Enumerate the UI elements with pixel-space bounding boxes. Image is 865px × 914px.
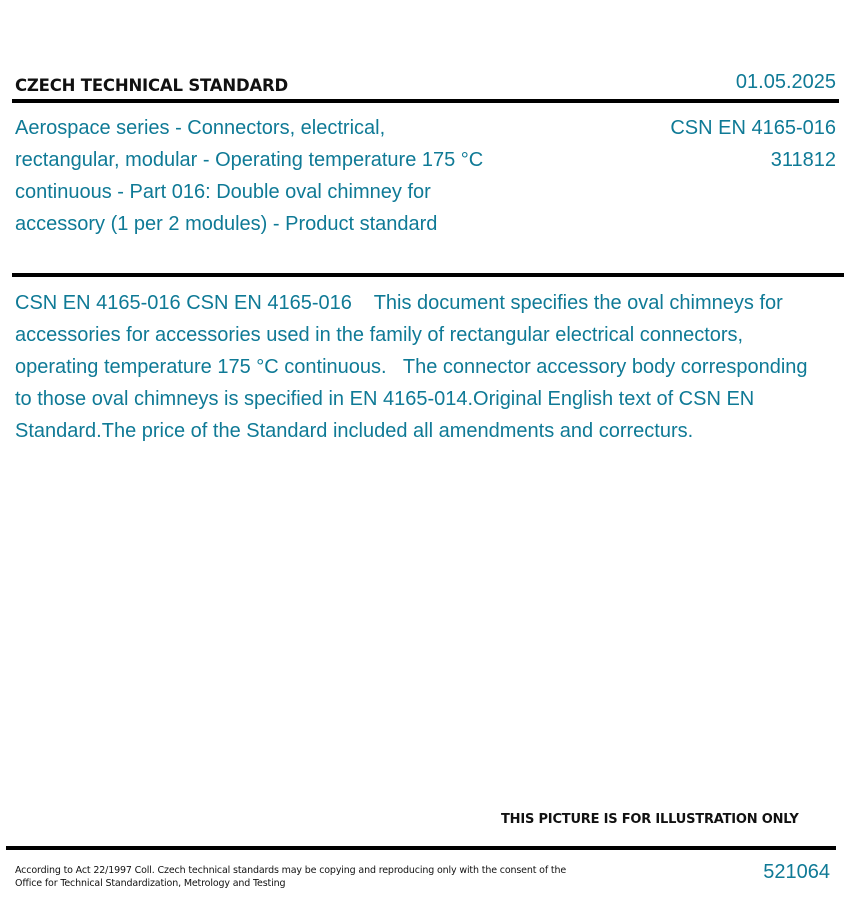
footer-divider: [6, 846, 836, 850]
catalog-number: 521064: [763, 861, 830, 883]
legal-notice: According to Act 22/1997 Coll. Czech technical standards may be copying and reproducing only with the consent of the Office for Technical Standardization, Metrology and Testing: [15, 865, 567, 889]
publication-date: 01.05.2025: [735, 71, 836, 93]
header-divider: [12, 99, 839, 103]
document-type-label: CZECH TECHNICAL STANDARD: [15, 76, 289, 95]
standard-code: CSN EN 4165-016: [670, 117, 836, 139]
illustration-note: THIS PICTURE IS FOR ILLUSTRATION ONLY: [501, 812, 799, 827]
standard-description: CSN EN 4165-016 CSN EN 4165-016 This document specifies the oval chimneys for accessories for accessories used in the family of rectangular electrical connectors, operating temperature 175 °C continuous. The connector accessory body corresponding to those oval chimneys is specified in EN 4165-014.Original English text of CSN EN Standard.The price of the Standard included all amendments and correcturs.: [15, 292, 814, 442]
standard-number: 311812: [770, 149, 836, 171]
title-divider: [12, 273, 844, 277]
standard-title: Aerospace series - Connectors, electrical, rectangular, modular - Operating temperature 175 °C continuous - Part 016: Double oval chimney for accessory (1 per 2 modules) - Product standard: [15, 117, 484, 235]
